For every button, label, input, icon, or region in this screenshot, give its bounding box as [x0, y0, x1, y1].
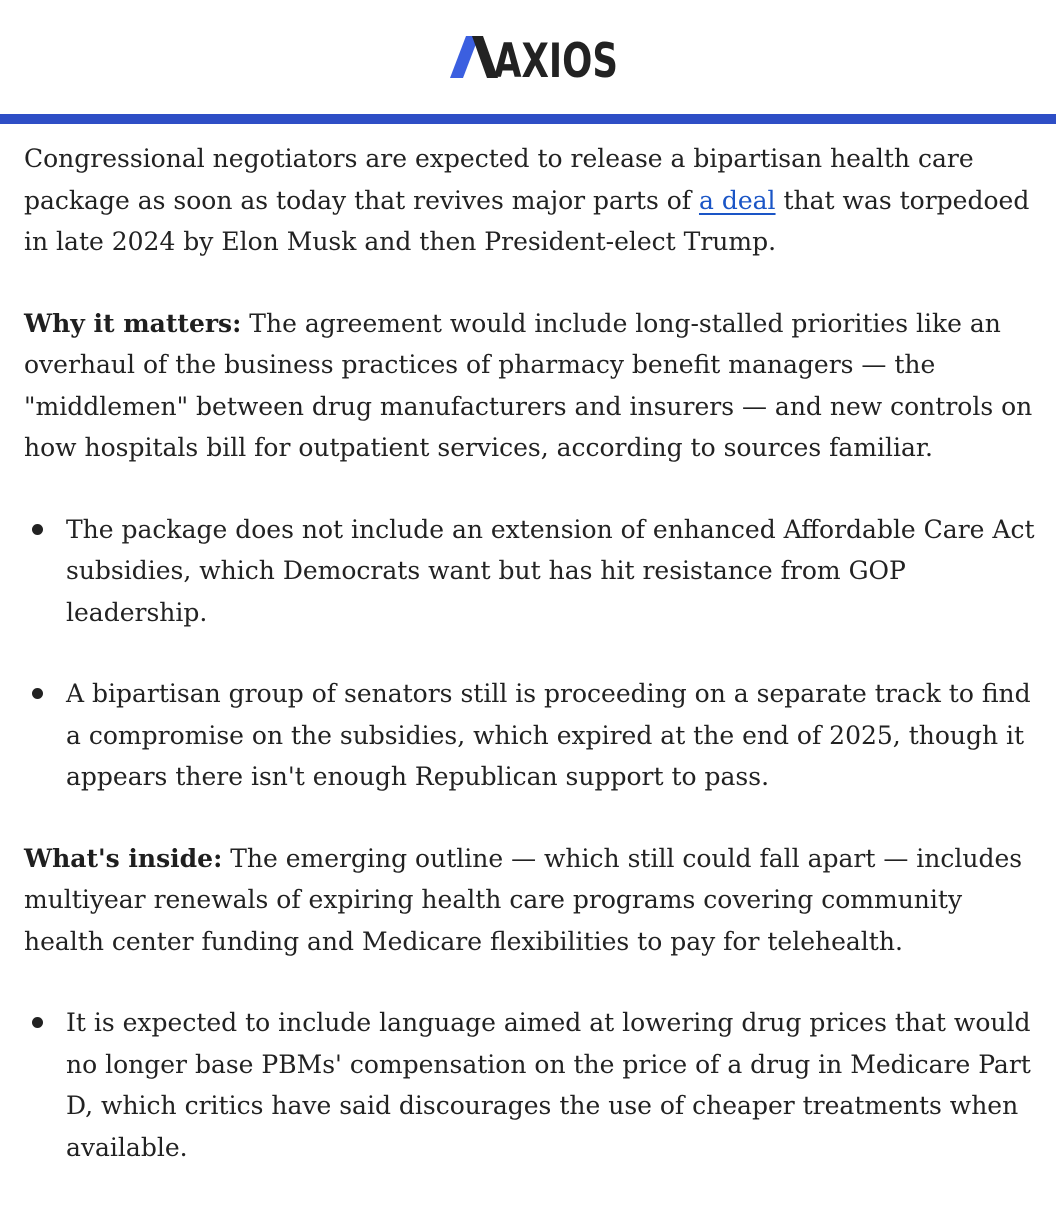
intro-paragraph: Congressional negotiators are expected to release a bipartisan health care package as soon as today that revives major parts of a deal that was torpedoed in late 2024 by Elon Musk and then President-elect Trump. [24, 144, 1030, 256]
whats-inside-paragraph: What's inside: The emerging outline — which still could fall apart — includes multiyear renewals of expiring health care programs covering community health center funding and Medicare flexibilities to pay for telehealth. [24, 843, 1023, 956]
bullet-list-1 [24, 509, 1036, 798]
axios-logo[interactable] [450, 32, 620, 89]
list-item: The package does not include an extension of enhanced Affordable Care Act subsidies, which Democrats want but has hit resistance from GOP leadership. [24, 509, 1036, 634]
why-it-matters-paragraph: Why it matters: The agreement would include long-stalled priorities like an overhaul of the business practices of pharmacy benefit managers — the "middlemen" between drug manufacturers and insurers — and new controls on how hospitals bill for outpatient services, according to sources familiar. [24, 308, 1033, 462]
bullet-icon [32, 1017, 43, 1028]
list-item: It is expected to include language aimed at lowering drug prices that would no longer base PBMs' compensation on the price of a drug in Medicare Part D, which critics have said discourages the use of cheaper treatments when available. [24, 1002, 1036, 1168]
axios-logo-text: AXIOS [494, 34, 618, 89]
bullet-list-2 [24, 1002, 1036, 1168]
a-deal-link[interactable]: a deal [698, 185, 776, 215]
header-divider [0, 114, 1056, 124]
list-item: A bipartisan group of senators still is proceeding on a separate track to find a compromise on the subsidies, which expired at the end of 2025, though it appears there isn't enough Republican support to pass. [24, 673, 1036, 798]
article-body [24, 138, 1036, 1208]
why-it-matters-label: Why it matters: [24, 308, 242, 338]
site-header [0, 0, 1056, 114]
bullet-icon [32, 688, 43, 699]
whats-inside-label: What's inside: [24, 843, 223, 873]
bullet-icon [32, 524, 43, 535]
